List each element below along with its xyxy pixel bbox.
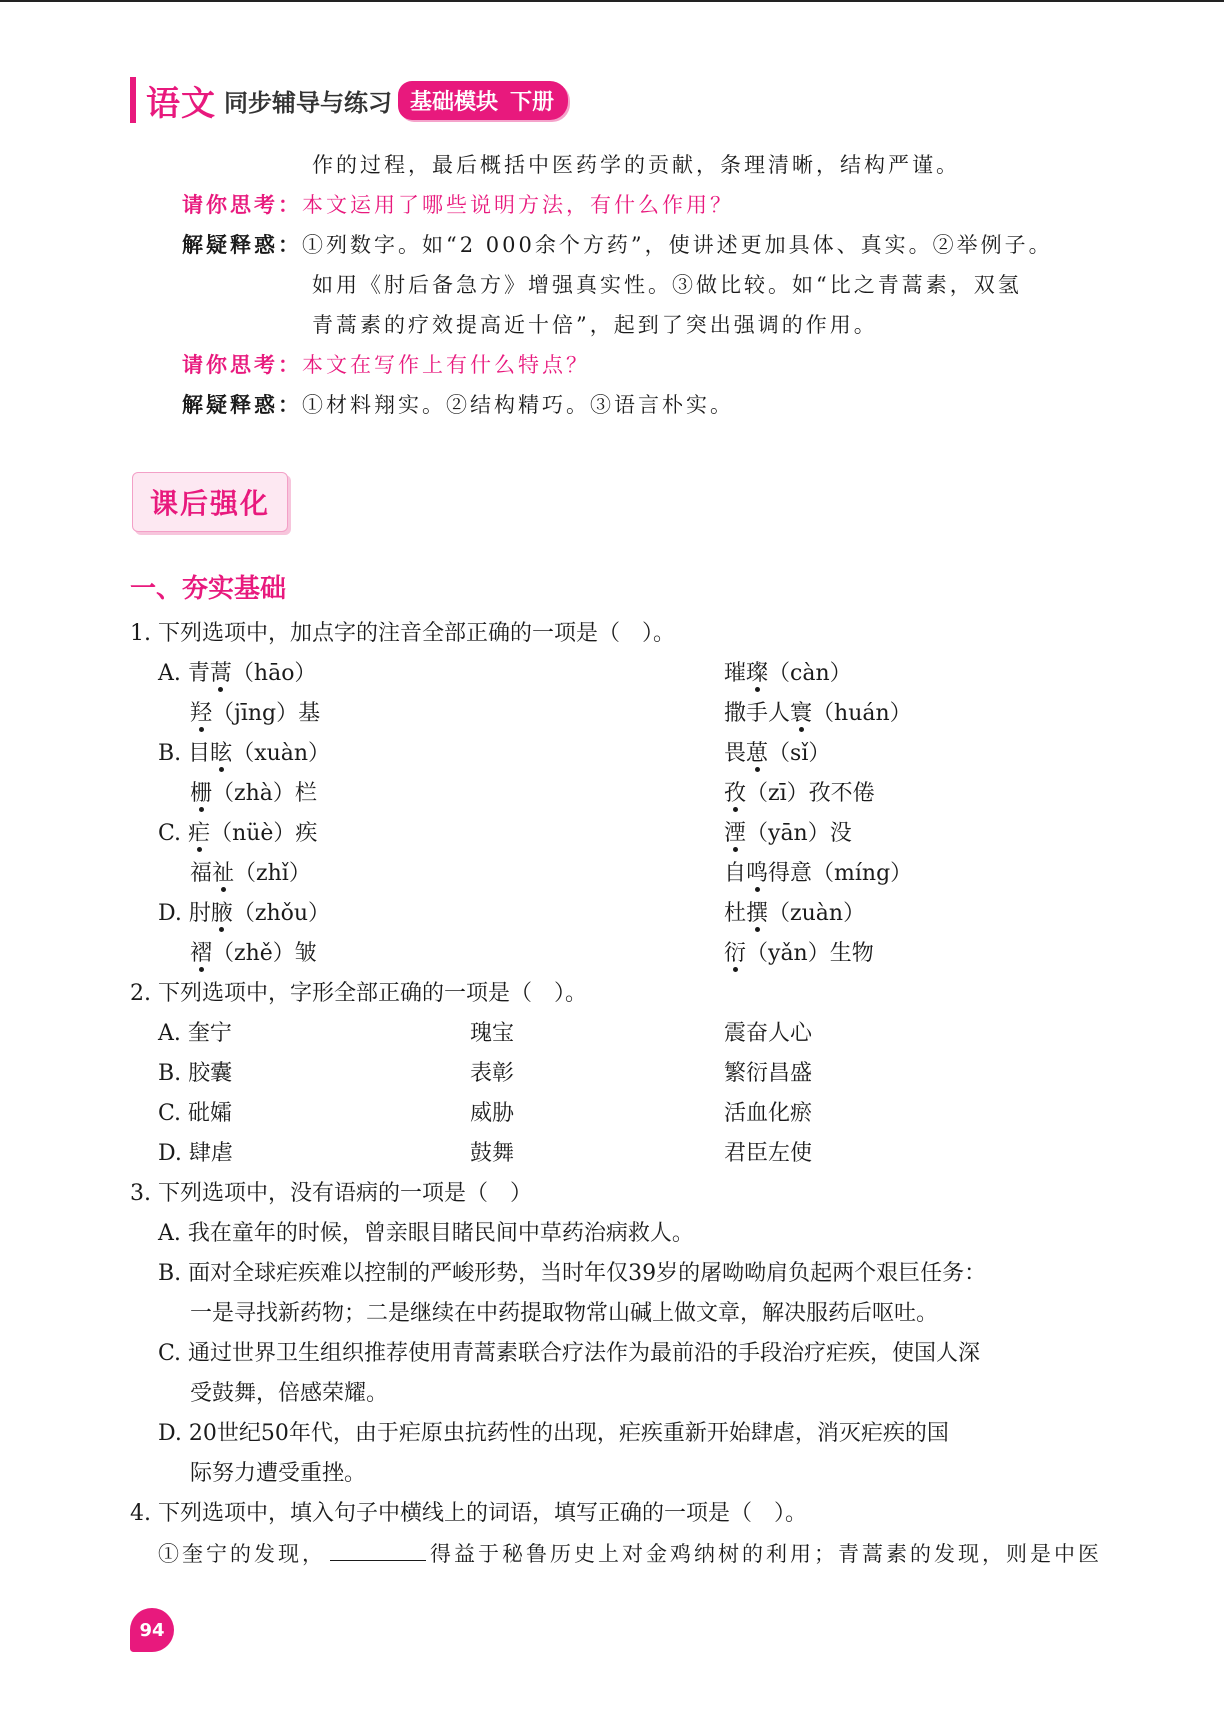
q1-option-d-left-1 — [158, 898, 330, 930]
q3-option-b-line-1: B. 面对全球疟疾难以控制的严峻形势，当时年仅39岁的屠呦呦肩负起两个艰巨任务： — [158, 1261, 987, 1286]
header-subject: 语文 — [146, 83, 216, 124]
q1-b-l2-dotted: 栅 — [190, 781, 213, 806]
q1-a-r2-post: （huán） — [812, 701, 912, 726]
q1-option-a-right-1 — [724, 658, 852, 690]
part-heading: 一、夯实基础 — [130, 574, 287, 604]
q1-option-d-right-1 — [724, 898, 865, 930]
think-text-2: 本文在写作上有什么特点？ — [302, 353, 590, 377]
section-title: 课后强化 — [149, 487, 270, 520]
q1-b-r1-post: （sǐ） — [768, 741, 831, 766]
q1-d-l1-pre: 肘 — [188, 901, 211, 926]
think-question-1 — [182, 190, 734, 220]
q1-b-r2-dotted: 孜 — [724, 781, 747, 806]
q1-b-r1-dotted: 葸 — [746, 741, 769, 766]
q1-d-letter: D. — [158, 901, 189, 926]
q1-option-d-left-2 — [190, 938, 317, 970]
q1-c-l2-pre: 福 — [190, 861, 213, 886]
q1-c-letter: C. — [158, 821, 189, 846]
q1-b-r2-post: （zī）孜不倦 — [746, 781, 875, 806]
q1-c-r2-post: 得意（míng） — [768, 861, 913, 886]
q1-option-a-right-2 — [724, 698, 912, 730]
top-rule — [0, 0, 1224, 2]
think-label-2: 请你思考： — [182, 353, 302, 377]
q2-b-col2: 表彰 — [470, 1061, 515, 1086]
think-question-2 — [182, 350, 590, 380]
q1-option-b-left-1 — [158, 738, 330, 770]
q3-option-c-line-1: C. 通过世界卫生组织推荐使用青蒿素联合疗法作为最前沿的手段治疗疟疾，使国人深 — [158, 1341, 981, 1366]
header-series: 同步辅导与练习 — [224, 88, 392, 117]
q2-c-col2: 威胁 — [470, 1101, 515, 1126]
q1-a-r1-pre: 璀 — [724, 661, 747, 686]
q1-a-r2-pre: 撒手人 — [724, 701, 791, 726]
q4-s1-pre: ①奎宁的发现， — [158, 1542, 326, 1566]
page-number: 94 — [130, 1608, 174, 1652]
q1-a-l2-dotted: 羟 — [190, 701, 213, 726]
q1-a-r1-dotted: 璨 — [746, 661, 769, 686]
q1-d-r1-post: （zuàn） — [768, 901, 866, 926]
q1-option-b-right-1 — [724, 738, 830, 770]
q2-d-col3: 君臣左使 — [724, 1141, 813, 1166]
q2-c-col1: C. 砒孀 — [158, 1101, 233, 1126]
q1-d-r1-pre: 杜 — [724, 901, 747, 926]
q3-option-d-line-1: D. 20世纪50年代，由于疟原虫抗药性的出现，疟疾重新开始肆虐，消灭疟疾的国 — [158, 1421, 949, 1446]
answer-1-line-1 — [182, 230, 1053, 260]
q1-b-l1-pre: 目 — [188, 741, 211, 766]
header-accent-bar — [130, 77, 136, 123]
q1-a-r1-post: （càn） — [768, 661, 852, 686]
header-module-badge — [398, 81, 568, 120]
q2-a-col2: 瑰宝 — [470, 1021, 515, 1046]
answer-2 — [182, 390, 734, 420]
answer-1-line-3: 青蒿素的疗效提高近十倍”，起到了突出强调的作用。 — [312, 313, 878, 337]
q3-option-b-line-2: 一是寻找新药物；二是继续在中药提取物常山碱上做文章，解决服药后呕吐。 — [190, 1301, 939, 1326]
q1-d-l1-post: （zhǒu） — [232, 901, 331, 926]
q4-s1-post: 得益于秘鲁历史上对金鸡纳树的利用；青蒿素的发现，则是中医 — [430, 1542, 1102, 1566]
q2-stem: 2. 下列选项中，字形全部正确的一项是（ ）。 — [130, 981, 587, 1006]
q1-d-r2-post: （yǎn）生物 — [746, 941, 874, 966]
q3-option-d-line-2: 际努力遭受重挫。 — [190, 1461, 367, 1486]
q1-option-c-left-2 — [190, 858, 311, 890]
section-title-box — [132, 472, 288, 532]
q1-a-l1-dotted: 蒿 — [209, 661, 232, 686]
header-volume: 下册 — [510, 89, 555, 115]
q1-option-c-right-2 — [724, 858, 912, 890]
q1-d-r1-dotted: 撰 — [746, 901, 769, 926]
answer-label-2: 解疑释惑： — [182, 393, 302, 417]
q4-sentence-1 — [158, 1538, 1102, 1570]
q1-c-l1-post: （nüè）疾 — [210, 821, 318, 846]
q3-option-a: A. 我在童年的时候，曾亲眼目睹民间中草药治病救人。 — [158, 1221, 694, 1246]
answer-text-2: ①材料翔实。②结构精巧。③语言朴实。 — [302, 393, 734, 417]
header-module: 基础模块 — [410, 89, 499, 115]
think-text-1: 本文运用了哪些说明方法，有什么作用？ — [302, 193, 734, 217]
q1-a-r2-dotted: 寰 — [790, 701, 813, 726]
q1-d-r2-dotted: 衍 — [724, 941, 747, 966]
q2-b-col1: B. 胶囊 — [158, 1061, 233, 1086]
q2-d-col1: D. 肆虐 — [158, 1141, 233, 1166]
q1-option-c-right-1 — [724, 818, 852, 850]
q1-d-l2-dotted: 褶 — [190, 941, 213, 966]
q1-c-l1-dotted: 疟 — [188, 821, 211, 846]
page-header — [130, 76, 568, 124]
q1-option-b-left-2 — [190, 778, 317, 810]
q2-a-col3: 震奋人心 — [724, 1021, 813, 1046]
q2-d-col2: 鼓舞 — [470, 1141, 515, 1166]
q1-c-l2-post: （zhǐ） — [234, 861, 311, 886]
q1-b-l2-post: （zhà）栏 — [212, 781, 317, 806]
q1-c-r2-pre: 自 — [724, 861, 747, 886]
q1-c-r1-post: （yān）没 — [746, 821, 852, 846]
q1-b-r1-pre: 畏 — [724, 741, 747, 766]
q3-stem: 3. 下列选项中，没有语病的一项是（ ） — [130, 1181, 532, 1206]
think-label-1: 请你思考： — [182, 193, 302, 217]
answer-text-1a: ①列数字。如“2 000余个方药”，使讲述更加具体、真实。②举例子。 — [302, 233, 1053, 257]
continued-text: 作的过程，最后概括中医药学的贡献，条理清晰，结构严谨。 — [312, 153, 960, 177]
q1-a-letter: A. — [158, 661, 188, 686]
q2-c-col3: 活血化瘀 — [724, 1101, 813, 1126]
q1-a-l1-post: （hāo） — [231, 661, 317, 686]
q1-d-l2-post: （zhě）皱 — [212, 941, 317, 966]
q1-c-l2-dotted: 祉 — [212, 861, 235, 886]
q1-b-l1-dotted: 眩 — [210, 741, 233, 766]
q1-c-r2-dotted: 鸣 — [746, 861, 769, 886]
q1-b-l1-post: （xuàn） — [232, 741, 331, 766]
answer-1-line-2: 如用《肘后备急方》增强真实性。③做比较。如“比之青蒿素，双氢 — [312, 273, 1022, 297]
q1-option-d-right-2 — [724, 938, 874, 970]
q1-stem: 1. 下列选项中，加点字的注音全部正确的一项是（ ）。 — [130, 621, 675, 646]
q4-blank-1 — [330, 1538, 426, 1561]
q3-option-c-line-2: 受鼓舞，倍感荣耀。 — [190, 1381, 389, 1406]
q1-a-l2-post: （jīng）基 — [212, 701, 321, 726]
q1-option-a-left-2 — [190, 698, 320, 730]
q4-stem: 4. 下列选项中，填入句子中横线上的词语，填写正确的一项是（ ）。 — [130, 1501, 807, 1526]
answer-label-1: 解疑释惑： — [182, 233, 302, 257]
q1-c-r1-dotted: 湮 — [724, 821, 747, 846]
q1-option-a-left-1 — [158, 658, 316, 690]
q1-a-l1-pre: 青 — [187, 661, 210, 686]
q2-a-col1: A. 奎宁 — [158, 1021, 232, 1046]
q1-option-c-left-1 — [158, 818, 317, 850]
q1-d-l1-dotted: 腋 — [210, 901, 233, 926]
q1-b-letter: B. — [158, 741, 189, 766]
q2-b-col3: 繁衍昌盛 — [724, 1061, 813, 1086]
q1-option-b-right-2 — [724, 778, 875, 810]
